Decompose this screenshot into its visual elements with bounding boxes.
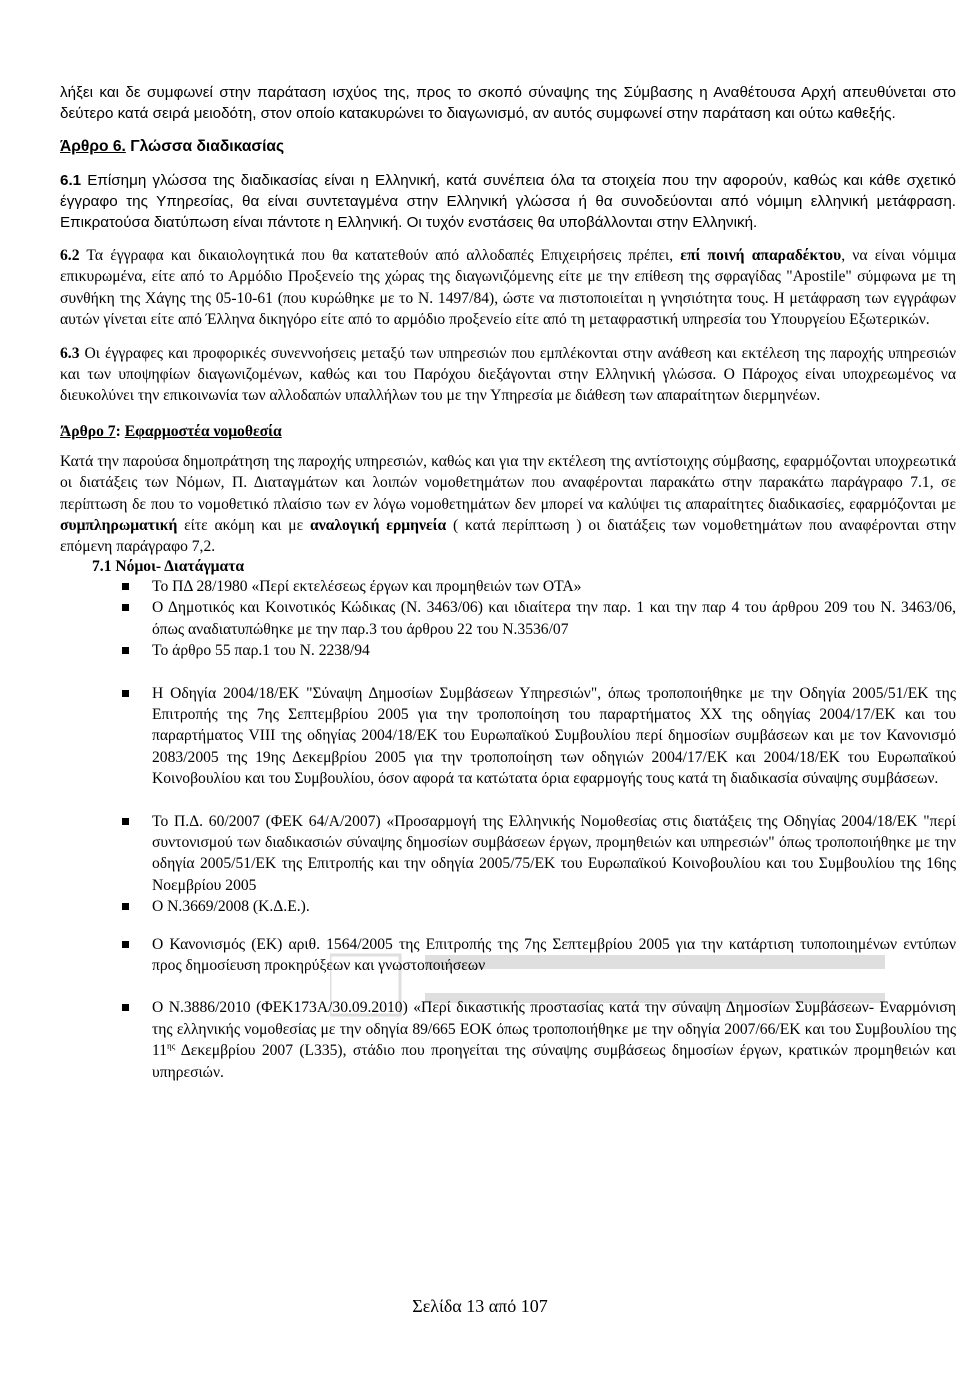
legislation-list <box>60 576 956 1083</box>
bullet-icon <box>122 941 129 948</box>
document-page <box>60 82 956 1083</box>
bullet-icon <box>122 690 129 697</box>
bullet-icon <box>122 1004 129 1011</box>
bullet-icon <box>122 818 129 825</box>
article-7-heading: Άρθρο 7: Εφαρμοστέα νομοθεσία <box>60 422 282 440</box>
list-item: Ο Δημοτικός και Κοινοτικός Κώδικας (Ν. 3463/06) και ιδιαίτερα την παρ. 1 και την παρ 4 του άρθρου 209 του Ν. 3463/06, όπως αναδιατυπώθηκε με την παρ.3 του άρθρου 22 του Ν.3536/07 <box>60 597 956 640</box>
article-6-heading: Άρθρο 6. Γλώσσα διαδικασίας <box>60 138 285 155</box>
paragraph-6-1: 6.1 Επίσημη γλώσσα της διαδικασίας είναι η Ελληνική, κατά συνέπεια όλα τα στοιχεία που την αφορούν, καθώς και κάθε σχετικό έγγραφο της Υπηρεσίας, θα είναι συντεταγμένα στην Ελληνική γλώσσα ή θα συνοδεύονται από νόμιμη ελληνική μετάφραση. Επικρατούσα διατύπωση είναι πάντοτε η Ελληνική. Οι τυχόν ενστάσεις θα υποβάλλονται στην Ελληνική. <box>60 172 956 231</box>
list-item: Ο Κανονισμός (ΕΚ) αριθ. 1564/2005 της Επιτροπής της 7ης Σεπτεμβρίου 2005 για την κατάρτιση τυποποιημένων εντύπων προς δημοσίευση προκηρύξεων και γνωστοποιήσεων <box>60 934 956 977</box>
list-item: Το άρθρο 55 παρ.1 του Ν. 2238/94 <box>60 640 956 661</box>
list-item: Ο Ν.3669/2008 (Κ.Δ.Ε.). <box>60 896 956 917</box>
list-item: Η Οδηγία 2004/18/ΕΚ "Σύναψη Δημοσίων Συμβάσεων Υπηρεσιών", όπως τροποποιήθηκε με την Οδηγία 2005/51/ΕΚ της Επιτροπής της 7ης Σεπτεμβρίου 2005 για την τροποποίηση του παραρτήματος ΧΧ της οδηγίας 2004/17/ΕΚ και του παραρτήματος VIII της οδηγίας 2004/18/ΕΚ του Ευρωπαϊκού Συμβουλίου περί δημοσίων συμβάσεων και με τον Κανονισμό 2083/2005 της 19ης Δεκεμβρίου 2005 για την τροποποίηση των οδηγιών 2004/17/ΕΚ και 2004/18/ΕΚ του Ευρωπαϊκού Κοινοβουλίου και του Συμβουλίου, όσον αφορά τα κατώτατα όρια εφαρμογής τους κατά τη διαδικασία σύναψης συμβάσεων. <box>60 683 956 790</box>
bullet-icon <box>122 583 129 590</box>
list-item: Το ΠΔ 28/1980 «Περί εκτελέσεως έργων και προμηθειών των ΟΤΑ» <box>60 576 956 597</box>
paragraph-6-2: 6.2 Τα έγγραφα και δικαιολογητικά που θα κατατεθούν από αλλοδαπές Επιχειρήσεις πρέπει, επί ποινή απαραδέκτου, να είναι νόμιμα επικυρωμένα, είτε από το Αρμόδιο Προξενείο της χώρας της διαγωνιζόμενης είτε με την επίθεση της σφραγίδας "Apostile" σύμφωνα με τη συνθήκη της Χάγης της 05-10-61 (που κυρώθηκε με το Ν. 1497/84), ώστε να πιστοποιείται η γνησιότητα τους. Η μετάφραση των εγγράφων αυτών γίνεται είτε από Έλληνα δικηγόρο είτε από το αρμόδιο προξενείο είτε από τη μεταφραστική υπηρεσία του Υπουργείου Εξωτερικών. <box>60 247 956 329</box>
bullet-icon <box>122 604 129 611</box>
section-7-1-heading: 7.1 Νόμοι- Διατάγματα <box>92 557 245 575</box>
article-7-intro: Κατά την παρούσα δημοπράτηση της παροχής υπηρεσιών, καθώς και για την εκτέλεση της αντίστοιχης σύμβασης, εφαρμόζονται υποχρεωτικά οι διατάξεις των Νόμων, Π. Διαταγμάτων και λοιπών νομοθετημάτων που αναφέρονται παρακάτω στην παρακάτω παράγραφο 7.1, σε περίπτωση δε που το νομοθετικό πλαίσιο των εν λόγω νομοθετημάτων δεν μπορεί να καλύψει τις απαραίτητες διαδικασίες, εφαρμόζονται με συμπληρωματική είτε ακόμη και με αναλογική ερμηνεία ( κατά περίπτωση ) οι διατάξεις των νομοθετημάτων που αναφέρονται στην επόμενη παράγραφο 7,2. <box>60 452 956 556</box>
list-item: Ο Ν.3886/2010 (ΦΕΚ173Α/30.09.2010) «Περί δικαστικής προστασίας κατά την σύναψη Δημοσίων Συμβάσεων- Εναρμόνιση της ελληνικής νομοθεσίας με την οδηγία 89/665 ΕΟΚ όπως τροποποιήθηκε με την οδηγία 2007/66/ΕΚ και του Συμβουλίου της $11^{\eta\varsigma}$ Δεκεμβρίου 2007 (L335), στάδιο που προηγείται της σύναψης συμβάσεως δημοσίων έργων, κρατικών προμηθειών και υπηρεσιών. <box>60 997 956 1083</box>
paragraph-6-3: 6.3 Οι έγγραφες και προφορικές συνεννοήσεις μεταξύ των υπηρεσιών που εμπλέκονται στην ανάθεση και εκτέλεση της παροχής υπηρεσιών και των υποψηφίων διαγωνιζομένων, καθώς και του Παρόχου διεξάγονται στην Ελληνική γλώσσα. Ο Πάροχος είναι υποχρεωμένος να διευκολύνει την επικοινωνία των αλλοδαπών υπαλλήλων του με την Υπηρεσία με διάθεση των απαραίτητων διερμηνέων. <box>60 344 956 405</box>
page-number-footer: Σελίδα 13 από 107 <box>412 1296 548 1316</box>
intro-paragraph: λήξει και δε συμφωνεί στην παράταση ισχύος της, προς το σκοπό σύναψης της Σύμβασης η Αναθέτουσα Αρχή απευθύνεται στο δεύτερο κατά σειρά μειοδότη, στον οποίο κατακυρώνει το διαγωνισμό, αν αυτός συμφωνεί στην παράταση και ούτω καθεξής. <box>60 84 956 122</box>
bullet-icon <box>122 903 129 910</box>
bullet-icon <box>122 647 129 654</box>
list-item: Το Π.Δ. 60/2007 (ΦΕΚ 64/Α/2007) «Προσαρμογή της Ελληνικής Νομοθεσίας στις διατάξεις της Οδηγίας 2004/18/ΕΚ "περί συντονισμού των διαδικασιών σύναψης δημοσίων συμβάσεων έργων, προμηθειών και υπηρεσιών" όπως τροποποιήθηκε με την οδηγία 2005/51/ΕΚ της Επιτροπής και την οδηγία 2005/75/ΕΚ του Ευρωπαϊκού Κοινοβουλίου και του Συμβουλίου της 16ης Νοεμβρίου 2005 <box>60 811 956 897</box>
